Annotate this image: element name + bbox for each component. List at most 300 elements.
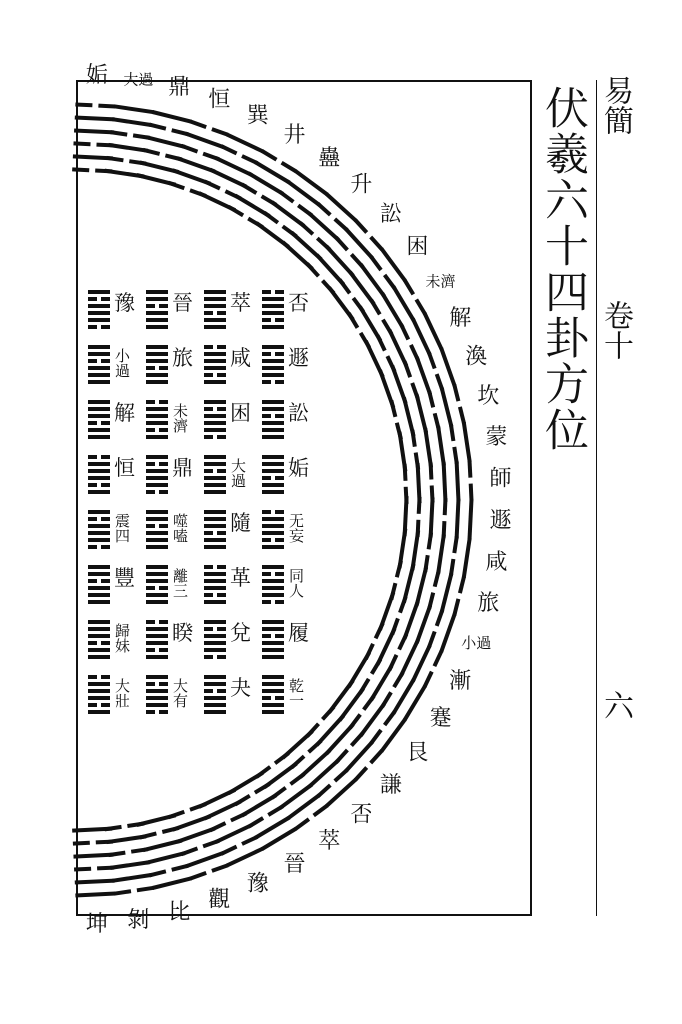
hexagram-line [146, 655, 168, 659]
hexagram-line [146, 414, 168, 418]
hexagram-line [262, 304, 284, 308]
hexagram-line [262, 696, 271, 700]
hexagram-line [88, 627, 110, 631]
square-label: 姤 [288, 456, 309, 480]
hexagram-line [262, 297, 284, 301]
square-label: 萃 [230, 291, 251, 315]
arc-hexagram [229, 151, 297, 227]
hexagram-line [88, 545, 97, 549]
hexagram-line [101, 579, 110, 583]
hexagram-line [204, 373, 213, 377]
hexagram-line [204, 490, 226, 494]
hexagram-line [204, 675, 226, 679]
hexagram-line [204, 421, 226, 425]
arc-label: 觀 [208, 887, 231, 913]
hexagram-line [88, 290, 110, 294]
hexagram-line [441, 614, 454, 652]
arc-label: 萃 [318, 828, 341, 854]
hexagram-line [262, 634, 271, 638]
hexagram-line [146, 682, 155, 686]
hexagram-line [204, 517, 226, 521]
hexagram-line [204, 345, 213, 349]
hexagram-line [88, 421, 97, 425]
hexagram-line [177, 829, 215, 842]
hexagram-line [75, 881, 115, 883]
hexagram-line [204, 366, 226, 370]
arc-label: 師 [489, 466, 512, 492]
hexagram-line [431, 463, 432, 480]
hexagram-line [204, 531, 213, 535]
hexagram-line [262, 627, 284, 631]
hexagram-line [88, 579, 97, 583]
hexagram-line [146, 483, 168, 487]
hexagram-line [149, 125, 166, 129]
hexagram-line [262, 435, 284, 439]
hexagram-line [405, 361, 411, 377]
hexagram-line [262, 655, 284, 659]
hexagram-line [137, 888, 154, 891]
hexagram-line [146, 400, 155, 404]
hexagram-line [451, 424, 454, 441]
hexagram-line [262, 675, 284, 679]
hexagram-line [326, 194, 356, 221]
hexagram-line [88, 620, 110, 624]
hexagram-line [275, 538, 284, 542]
hexagram-line [88, 428, 110, 432]
square-label: 恒 [114, 456, 135, 480]
arc-hexagram [229, 773, 297, 849]
hexagram-line [204, 483, 226, 487]
arc-label: 解 [449, 305, 472, 331]
hexagram-line [371, 300, 380, 315]
hexagram-line [146, 675, 168, 679]
hexagram-line [275, 634, 284, 638]
hexagram-line [146, 380, 168, 384]
hexagram-line [262, 366, 284, 370]
hexagram-line [88, 400, 110, 404]
hexagram-line [262, 586, 284, 590]
hexagram-line [88, 572, 110, 576]
arc-label: 鼎 [168, 75, 191, 101]
hexagram-line [88, 524, 110, 528]
hexagram-line [300, 223, 313, 234]
hexagram-line [451, 559, 454, 576]
hexagram-line [146, 407, 168, 411]
hexagram-line [262, 373, 284, 377]
arc-label: 姤 [85, 63, 108, 88]
hexagram-line [204, 682, 226, 686]
hexagram-line [88, 586, 110, 590]
arc-label: 困 [406, 234, 429, 260]
hexagram-line [262, 641, 284, 645]
hexagram-line [204, 325, 226, 329]
hexagram-line [275, 352, 284, 356]
hexagram-line [101, 703, 110, 707]
square-label: 兌 [230, 621, 251, 645]
hexagram-line [437, 374, 443, 390]
hexagram-line [295, 819, 309, 829]
hexagram-line [242, 184, 257, 193]
square-label: 歸妹 [113, 623, 131, 653]
hexagram-line [217, 469, 226, 473]
hexagram-line [159, 462, 168, 466]
hexagram-line [275, 600, 284, 604]
hexagram-line [435, 570, 439, 586]
hexagram-line [110, 862, 149, 868]
hexagram-line [159, 648, 168, 652]
hexagram-line [262, 476, 271, 480]
hexagram-line [159, 620, 168, 624]
hexagram-line [177, 158, 215, 171]
hexagram-line [146, 710, 155, 714]
hexagram-line [88, 414, 110, 418]
hexagram-line [101, 641, 110, 645]
arc-hexagram [349, 280, 425, 348]
hexagram-line [385, 275, 395, 289]
hexagram-line [190, 804, 206, 810]
square-label: 困 [230, 401, 251, 425]
arc-label: 剝 [127, 907, 150, 933]
hexagram-line [204, 469, 213, 473]
hexagram-line [109, 145, 149, 151]
hexagram-line [88, 648, 110, 652]
hexagram-line [131, 849, 148, 852]
hexagram-line [255, 784, 270, 793]
hexagram-line [168, 183, 184, 189]
hexagram-line [146, 318, 168, 322]
hexagram-line [101, 483, 110, 487]
arc-hexagram [72, 105, 115, 172]
hexagram-line [262, 689, 284, 693]
hexagram-line [97, 868, 114, 869]
hexagram-line [417, 357, 431, 395]
hexagram-line [204, 435, 213, 439]
hexagram-line [88, 710, 110, 714]
hexagram-line [441, 348, 454, 386]
hexagram-line [464, 538, 470, 578]
hexagram-line [146, 469, 168, 473]
arc-label: 坎 [477, 384, 500, 410]
hexagram-line [98, 106, 115, 107]
hexagram-line [88, 696, 110, 700]
hexagram-line [275, 753, 289, 763]
hexagram-line [88, 517, 97, 521]
hexagram-line [217, 689, 226, 693]
hexagram-line [159, 400, 168, 404]
hexagram-line [112, 119, 152, 125]
hexagram-line [445, 498, 446, 515]
square-label: 鼎 [172, 456, 193, 480]
hexagram-line [335, 770, 348, 781]
square-label: 豫 [114, 291, 135, 315]
hexagram-line [262, 151, 277, 160]
hexagram-line [172, 130, 189, 134]
hexagram-line [74, 131, 114, 133]
arc-label: 大過 [123, 70, 154, 89]
hexagram-line [262, 538, 271, 542]
hexagram-line [371, 750, 382, 763]
hexagram-line [204, 565, 213, 569]
hexagram-line [371, 237, 382, 250]
arc-label: 井 [283, 123, 306, 148]
hexagram-line [262, 545, 284, 549]
hexagram-line [262, 380, 271, 384]
hexagram-line [262, 318, 271, 322]
square-label: 旅 [172, 346, 193, 370]
hexagram-line [88, 304, 110, 308]
hexagram-line [88, 593, 110, 597]
hexagram-line [454, 385, 458, 402]
hexagram-line [351, 733, 362, 746]
hexagram-line [88, 318, 110, 322]
hexagram-line [88, 483, 97, 487]
hexagram-line [425, 428, 431, 468]
hexagram-line [88, 435, 110, 439]
hexagram-line [88, 565, 110, 569]
arc-label: 巽 [246, 103, 269, 129]
hexagram-line [217, 373, 226, 377]
square-label: 豐 [114, 566, 135, 590]
arc-label: 艮 [406, 740, 429, 766]
arc-label: 比 [168, 899, 191, 925]
hexagram-line [217, 565, 226, 569]
hexagram-line [162, 828, 178, 832]
hexagram-line [385, 712, 395, 726]
hexagram-line [88, 476, 110, 480]
hexagram-line [282, 163, 297, 172]
hexagram-line [101, 455, 110, 459]
hexagram-line [204, 359, 226, 363]
hexagram-line [205, 181, 220, 188]
hexagram-line [72, 169, 89, 170]
hexagram-line [425, 313, 442, 349]
hexagram-line [204, 586, 226, 590]
arc-label: 未濟 [425, 272, 456, 291]
hexagram-line [217, 593, 226, 597]
hexagram-line [159, 366, 168, 370]
square-label: 震四 [113, 513, 131, 543]
hexagram-line [438, 534, 444, 574]
hexagram-line [405, 280, 414, 295]
hexagram-line [146, 531, 168, 535]
hexagram-line [364, 696, 374, 710]
hexagram-line [391, 400, 395, 417]
hexagram-line [88, 380, 110, 384]
hexagram-line [262, 682, 284, 686]
hexagram-line [397, 561, 401, 578]
hexagram-line [464, 422, 470, 462]
hexagram-line [146, 297, 168, 301]
hexagram-line [262, 421, 284, 425]
hexagram-line [401, 324, 408, 339]
arc-hexagram [405, 461, 472, 504]
hexagram-line [262, 600, 271, 604]
hexagram-line [153, 112, 192, 122]
hexagram-line [88, 359, 97, 363]
hexagram-line [457, 499, 459, 539]
hexagram-line [146, 641, 168, 645]
square-label: 小過 [113, 348, 131, 378]
hexagram-line [217, 627, 226, 631]
margin-header: 易簡 [598, 75, 633, 135]
hexagram-line [210, 170, 246, 187]
square-label: 訟 [288, 401, 309, 425]
hexagram-line [217, 435, 226, 439]
hexagram-line [309, 741, 322, 752]
hexagram-line [88, 455, 97, 459]
hexagram-line [186, 853, 224, 867]
arc-label: 坤 [85, 912, 108, 937]
hexagram-line [429, 632, 435, 648]
hexagram-line [146, 696, 168, 700]
hexagram-line [88, 703, 97, 707]
hexagram-line [110, 132, 127, 135]
hexagram-line [146, 359, 168, 363]
hexagram-line [88, 469, 110, 473]
hexagram-line [389, 330, 406, 366]
hexagram-line [88, 641, 97, 645]
hexagram-line [101, 517, 110, 521]
hexagram-line [204, 593, 213, 597]
square-label: 大過 [229, 458, 247, 488]
hexagram-line [146, 137, 185, 147]
hexagram-line [262, 648, 284, 652]
hexagram-line [275, 380, 284, 384]
hexagram-line [204, 400, 226, 404]
hexagram-line [275, 318, 284, 322]
hexagram-line [146, 627, 168, 631]
hexagram-line [182, 146, 198, 152]
hexagram-line [454, 599, 458, 616]
hexagram-line [146, 421, 168, 425]
hexagram-line [262, 565, 284, 569]
hexagram-line [262, 524, 284, 528]
square-label: 遯 [288, 346, 309, 370]
arc-label: 遯 [489, 508, 512, 534]
hexagram-line [204, 304, 226, 308]
hexagram-line [88, 325, 97, 329]
hexagram-line [204, 290, 226, 294]
hexagram-line [417, 394, 427, 433]
square-label: 履 [288, 621, 309, 645]
hexagram-line [318, 785, 331, 796]
hexagram-line [146, 689, 168, 693]
hexagram-line [470, 461, 471, 478]
hexagram-line [159, 586, 168, 590]
hexagram-line [399, 634, 406, 649]
page-title: 伏羲六十四卦方位 [537, 85, 588, 453]
hexagram-line [88, 366, 110, 370]
hexagram-line [146, 593, 168, 597]
hexagram-line [262, 311, 284, 315]
hexagram-line [262, 620, 284, 624]
hexagram-line [204, 455, 226, 459]
arc-label: 咸 [485, 549, 508, 575]
hexagram-line [88, 634, 110, 638]
hexagram-line [88, 675, 97, 679]
hexagram-line [88, 352, 110, 356]
hexagram-line [323, 707, 334, 720]
hexagram-line [262, 352, 271, 356]
hexagram-line [268, 806, 283, 815]
hexagram-line [437, 610, 443, 626]
hexagram-line [204, 311, 213, 315]
hexagram-line [88, 407, 110, 411]
hexagram-line [262, 428, 284, 432]
arc-label: 蒙 [485, 425, 508, 451]
square-label: 乾一 [287, 678, 305, 708]
hexagram-line [149, 871, 166, 875]
hexagram-line [101, 545, 110, 549]
arc-label: 小過 [461, 634, 492, 653]
hexagram-line [101, 297, 110, 301]
arc-hexagram [349, 653, 425, 721]
hexagram-line [88, 490, 110, 494]
hexagram-line [405, 464, 406, 481]
arc-hexagram [72, 829, 115, 896]
hexagram-line [262, 517, 284, 521]
hexagram-line [318, 204, 331, 215]
hexagram-line [227, 134, 263, 151]
hexagram-line [242, 156, 257, 163]
hexagram-line [172, 866, 189, 870]
hexagram-line [216, 825, 252, 842]
hexagram-line [146, 345, 168, 349]
hexagram-line [146, 476, 168, 480]
hexagram-line [262, 593, 284, 597]
hexagram-line [242, 837, 257, 844]
hexagram-line [146, 455, 168, 459]
arc-hexagram [405, 496, 472, 539]
hexagram-line [88, 531, 110, 535]
hexagram-line [262, 407, 284, 411]
hexagram-line [186, 134, 224, 148]
arc-label: 漸 [449, 669, 472, 695]
hexagram-line [153, 878, 192, 888]
hexagram-line [217, 311, 226, 315]
square-label: 夬 [230, 676, 251, 700]
hexagram-line [101, 325, 110, 329]
hexagram-line [146, 290, 168, 294]
hexagram-line [413, 319, 430, 355]
hexagram-line [221, 146, 236, 153]
hexagram-line [88, 297, 97, 301]
hexagram-line [146, 517, 168, 521]
square-label: 同人 [287, 568, 305, 598]
hexagram-line [101, 359, 110, 363]
hexagram-line [114, 891, 131, 894]
hexagram-line [275, 290, 284, 294]
hexagram-line [143, 841, 182, 851]
hexagram-line [262, 325, 284, 329]
square-label: 晉 [172, 291, 193, 315]
hexagram-line [204, 297, 226, 301]
hexagram-line [262, 531, 284, 535]
hexagram-line [471, 484, 472, 501]
hexagram-line [74, 143, 91, 144]
hexagram-line [204, 696, 226, 700]
hexagram-line [146, 538, 168, 542]
hexagram-line [262, 703, 284, 707]
hexagram-line [280, 192, 294, 202]
hexagram-line [444, 462, 446, 502]
hexagram-line [204, 703, 226, 707]
hexagram-line [372, 659, 381, 674]
hexagram-line [146, 352, 168, 356]
hexagram-line [401, 640, 418, 676]
hexagram-line [146, 586, 155, 590]
hexagram-line [146, 634, 168, 638]
